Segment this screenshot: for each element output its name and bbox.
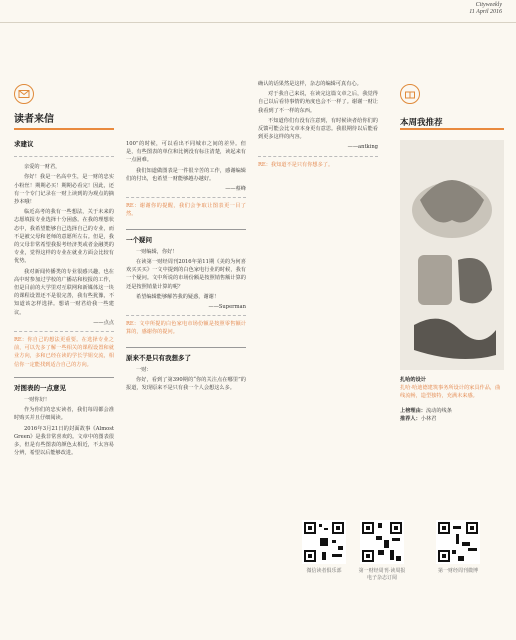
- recommender-label: 推荐人：: [400, 415, 421, 422]
- masthead: [469, 2, 502, 16]
- section-divider: [14, 377, 114, 378]
- reply-1: RE：你自己的想法更重要。在选择专业之前，可以先多了解一些相关的课程设置和就业方向，多和已经在读的学长学姐交流，相信你一定能找到适合自己的方向。: [14, 337, 114, 368]
- envelope-icon: [14, 84, 34, 104]
- subtitle-divider: [14, 156, 114, 157]
- right-paragraph: 对于我自己来说，在读完这篇文章之后，我觉得自己以后看待事情的角度也会不一样了。谢谢一财让我看到了不一样的东西。: [258, 91, 378, 114]
- right-paragraph: 不知道你们有没有注意到，有时候读者给你们的反馈可能会比文章本身更有意思。我很期待以后能看到更多这样的内容。: [258, 117, 378, 141]
- letters-rule: [14, 128, 114, 130]
- reply-2: RE：谢谢你的提醒，我们会争取让图表更一目了然。: [126, 203, 246, 218]
- qr-caption: 微信读者俱乐部: [306, 568, 342, 574]
- third-letter-paragraph: 你好，看到了第390期的“你的关注点在哪里”的报道，发现原来不是只有我一个人会想这么多。: [126, 377, 246, 392]
- letter-column-1: [14, 140, 114, 460]
- reply-4: RE：我知道不是只有你想多了。: [258, 161, 334, 168]
- first-letter-signature: ——点点: [93, 319, 114, 326]
- recommend-caption: [400, 376, 504, 423]
- letter-column-2: [126, 140, 246, 394]
- middle-paragraph: 我们知道做图表是一件很辛苦的工作，感谢编辑们的付出，也希望一财能够越办越好。: [126, 167, 246, 182]
- recommender-value: 小林君: [420, 415, 437, 422]
- recommend-rule: [400, 128, 504, 130]
- question-signature: ——Superman: [208, 304, 246, 311]
- first-letter-paragraph: 你好！我是一名高中生，是一财的忠实小粉丝！期期必买！期期必看完！因此，还有一个专门记录在一财上读到的为观点的摘抄本哦！: [14, 174, 114, 206]
- first-letter-paragraph: 我对新闻传播类的专业很感兴趣，也在高中时参加过学校的广播站和校报的工作，但是目前的大学里对互联网和新媒体这一块的课程设置还不是很完善，我有些犹豫，不知道该怎样选择。想请一财君给我一些建议。: [14, 268, 114, 316]
- credit-value: 流动的线条: [425, 407, 452, 414]
- qr-caption: 第一财经周刊·读周报 电子杂志订阅: [358, 568, 406, 581]
- middle-signature: ——蔡峰: [225, 186, 246, 193]
- second-letter-paragraph: 作为你们的忠实读者，我们每周都会准时购买并且仔细阅读。: [14, 407, 114, 422]
- magazine-name: Cityweekly: [475, 2, 502, 8]
- qr-code[interactable]: [436, 520, 480, 564]
- reply-divider: [126, 197, 246, 198]
- first-letter-greeting: 亲爱的一财君，: [24, 164, 61, 171]
- question-paragraph: 在读第一财经周刊2016年第11期《美的为何喜欢买买买》一文中提到的白色家电行业的时候，我有一个疑问。文中所说的市场份额是按照销售额计算的还是按照销量计算的呢？: [126, 259, 246, 290]
- issue-date: 11 April 2016: [469, 9, 502, 15]
- first-letter-paragraph: 临近高考的我有一些想法，关于未来的志愿填报专业选择十分困惑。在我的理想状态中，我希望能够自己选择自己的专业，而不是被父母和老师的意愿所左右。但是，我的父母非常希望我报考经济类或者金融类的专业，觉得这样的专业在就业方面会比较有优势。: [14, 209, 114, 265]
- section-divider: [126, 347, 246, 348]
- right-signature: ——antking: [347, 144, 378, 151]
- second-section-title: 对图表的一点意见: [14, 383, 66, 392]
- reply-divider: [126, 315, 246, 316]
- product-image: [400, 140, 504, 370]
- second-letter-paragraph: 2016年3月21日的封面故事《Almost Green》是我非常喜欢的。文章中的图表很多，但是有些图表的颜色太相近，不太容易分辨，希望以后能够改进。: [14, 425, 114, 457]
- qr-caption: 第一财经周刊微博: [437, 568, 478, 574]
- recommend-title: 本周我推荐: [400, 117, 443, 127]
- qr-code[interactable]: [360, 520, 404, 564]
- second-letter-greeting: 一财你好！: [24, 397, 50, 404]
- third-letter-greeting: 一财：: [136, 366, 152, 373]
- middle-paragraph: 100”的时候，可以看出不同城市之间的差异。但是，有些图表的单位和比例没有标注清楚，读起来有一点困难。: [126, 141, 246, 164]
- question-title: 一个疑问: [126, 235, 152, 244]
- right-paragraph: 确认的话果然是这样，杂志的编辑可真有心。: [258, 81, 362, 87]
- reply-divider: [14, 331, 114, 332]
- qr-code[interactable]: [302, 520, 346, 564]
- credit-label: 上榜理由：: [400, 407, 426, 414]
- letter-column-3: [258, 80, 378, 171]
- caption-title: 扎哈的设计: [400, 377, 426, 383]
- reply-divider: [258, 156, 378, 157]
- first-letter-subtitle: 求建议: [14, 140, 34, 148]
- letters-title: 读者来信: [14, 114, 54, 125]
- caption-text: 扎哈·哈迪德建筑事务所设计的家具作品，曲线流畅，造型独特，充满未来感。: [400, 385, 501, 400]
- question-greeting: 一财编辑，你好！: [136, 248, 178, 255]
- gift-icon: [400, 84, 420, 104]
- third-section-title: 原来不是只有我想多了: [126, 353, 191, 362]
- top-divider: [0, 22, 516, 23]
- reply-3: RE：文中所提的白色家电市场份额是按照零售额计算的，感谢你的提问。: [126, 321, 246, 336]
- section-divider: [126, 229, 246, 230]
- question-paragraph: 希望编辑能够解答我的疑惑，谢谢！: [136, 293, 220, 300]
